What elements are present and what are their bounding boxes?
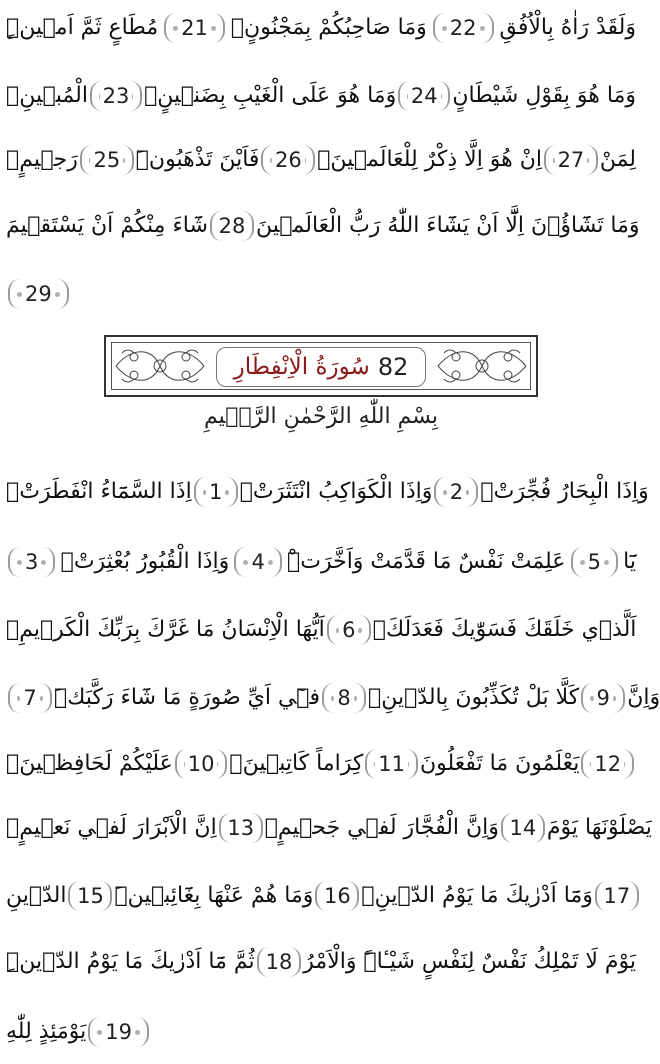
verse-text: يَصْلَوْنَهَا يَوْمَ (546, 815, 652, 840)
verse-text: عَلَيْكُمْ لَحَافِظ۪ينَۙ (6, 751, 173, 776)
verse-text: ف۪ٓي اَيِّ صُورَةٍ مَا شَٓاءَ رَكَّبَكَۜ (54, 685, 320, 710)
ayah-number-marker: 6 (327, 615, 371, 645)
verse-text: اِذَا السَّمَٓاءُ انْفَطَرَتْۙ (6, 479, 192, 504)
verse-line (6, 470, 649, 514)
verse-line (6, 806, 652, 850)
verse-text: يَعْلَمُونَ مَا تَفْعَلُونَ (419, 751, 580, 776)
verse-text: وَاِذَا الْقُبُورُ بُعْثِرَتْۙ (60, 549, 230, 574)
surah-name: سُورَةُ الْاِنْفِطَارِ (233, 354, 370, 380)
verse-text: كَلَّا بَلْ تُكَذِّبُونَ بِالدّ۪ينِۙ (368, 685, 580, 710)
surah-number: 82 (377, 353, 409, 381)
ayah-number-marker: 16 (315, 881, 359, 911)
ayah-number-marker: 26 (261, 145, 315, 175)
verse-line (6, 608, 636, 652)
ayah-number-marker: 19 (88, 1017, 149, 1047)
ayah-number-marker: 25 (80, 145, 134, 175)
verse-text: ثُمَّ مَٓا اَدْرٰيكَ مَا يَوْمُ الدّ۪ينِۜ (6, 949, 255, 974)
verse-text: وَاِذَا الْبِحَارُ فُجِّرَتْۙ (480, 479, 649, 504)
ayah-number-marker: 7 (8, 683, 52, 713)
verse-text: وَلَقَدْ رَاٰهُ بِالْاُفُقِ (499, 15, 636, 40)
ayah-number-marker: 29 (8, 279, 69, 309)
ayah-number-marker: 8 (322, 683, 366, 713)
verse-text: وَمَا صَاحِبُكُمْ بِمَجْنُونٍۚ (230, 15, 427, 40)
bismillah: بِسْمِ اللّٰهِ الرَّحْمٰنِ الرَّح۪يمِ (204, 404, 438, 429)
verse-text: وَمَا تَشَٓاؤُ۫نَ اِلَّٓا اَنْ يَشَٓاءَ اللّٰهُ رَبُّ الْعَالَم۪ينَ (255, 213, 640, 238)
verse-text: اِنَّ الْاَبْرَارَ لَف۪ي نَع۪يمٍۚ (6, 815, 217, 840)
ayah-number-marker: 24 (398, 81, 450, 111)
verse-text: وَمَا هُوَ بِقَوْلِ شَيْطَانٍ (452, 83, 636, 108)
ayah-number-marker: 23 (90, 81, 142, 111)
verse-line (6, 540, 636, 584)
verse-line (6, 940, 636, 984)
verse-text: يَوْمَ لَا تَمْلِكُ نَفْسٌ لِنَفْسٍ شَيْـٔاًۜ وَالْاَمْرُ (303, 949, 636, 974)
ayah-number-marker: 2 (434, 477, 478, 507)
ayah-number-marker: 12 (581, 749, 634, 779)
verse-text: عَلِمَتْ نَفْسٌ مَا قَدَّمَتْ وَاَخَّرَتْۜ (287, 549, 566, 574)
verse-text: يَوْمَئِذٍ لِلّٰهِ (6, 1019, 87, 1044)
floral-ornament-icon (434, 343, 530, 389)
verse-text: الدّ۪ينِ (6, 883, 67, 908)
ayah-number-marker: 3 (8, 547, 55, 577)
verse-text: الْمُب۪ينِۚ (6, 83, 88, 108)
verse-line (6, 204, 640, 248)
ayah-number-marker: 28 (210, 211, 254, 241)
verse-text: لِمَنْ (599, 147, 636, 172)
ayah-number-marker: 18 (257, 947, 302, 977)
verse-text: كِرَاماً كَاتِب۪ينَۙ (229, 751, 364, 776)
verse-line (6, 1010, 636, 1054)
verse-text: وَاِنَّ الْفُجَّارَ لَف۪ي جَح۪يمٍۚ (264, 815, 499, 840)
verse-text: شَٓاءَ مِنْكُمْ اَنْ يَسْتَق۪يمَ (6, 213, 208, 238)
ayah-number-marker: 27 (544, 145, 598, 175)
ayah-number-marker: 4 (234, 547, 281, 577)
ayah-number-marker: 15 (68, 881, 112, 911)
ayah-number-marker: 14 (501, 813, 545, 843)
ayah-number-marker: 21 (164, 13, 225, 43)
verse-text: اَلَّذ۪ي خَلَقَكَ فَسَوّٰيكَ فَعَدَلَكَۙ (372, 617, 637, 642)
verse-text: فَاَيْنَ تَذْهَبُونَۜ (135, 147, 260, 172)
verse-line (6, 874, 636, 918)
verse-line (6, 6, 636, 50)
ayah-number-marker: 22 (433, 13, 494, 43)
verse-text: وَمَٓا اَدْرٰيكَ مَا يَوْمُ الدّ۪ينِۙ (361, 883, 593, 908)
ayah-number-marker: 5 (571, 547, 618, 577)
floral-ornament-icon (112, 343, 208, 389)
verse-line (6, 272, 636, 316)
ayah-number-marker: 11 (365, 749, 418, 779)
verse-text: رَج۪يمٍۙ (6, 147, 78, 172)
ayah-number-marker: 9 (581, 683, 625, 713)
verse-text: مُطَاعٍ ثَمَّ اَم۪ينٍۜ (6, 15, 159, 40)
verse-text: وَمَا هُوَ عَلَى الْغَيْبِ بِضَن۪ينٍۚ (144, 83, 397, 108)
verse-text: وَاِذَا الْكَوَاكِبُ انْتَثَرَتْۙ (239, 479, 433, 504)
ayah-number-marker: 1 (194, 477, 238, 507)
ayah-number-marker: 17 (595, 881, 639, 911)
ayah-number-marker: 10 (175, 749, 228, 779)
verse-line (6, 676, 660, 720)
verse-text: اَيُّهَا الْاِنْسَانُ مَا غَرَّكَ بِرَبِّكَ الْكَر۪يمِۙ (6, 617, 325, 642)
verse-text: اِنْ هُوَ اِلَّا ذِكْرٌ لِلْعَالَم۪ينَۙ (317, 147, 543, 172)
ayah-number-marker: 13 (219, 813, 263, 843)
verse-text: يَٓا (623, 549, 636, 574)
verse-line (6, 742, 636, 786)
verse-line (6, 138, 636, 182)
verse-line (6, 74, 636, 118)
surah-header-frame (104, 335, 538, 397)
verse-text: وَاِنَّ (627, 685, 660, 710)
verse-text: وَمَا هُمْ عَنْهَا بِغَٓائِب۪ينَۜ (114, 883, 314, 908)
surah-title (216, 347, 426, 387)
